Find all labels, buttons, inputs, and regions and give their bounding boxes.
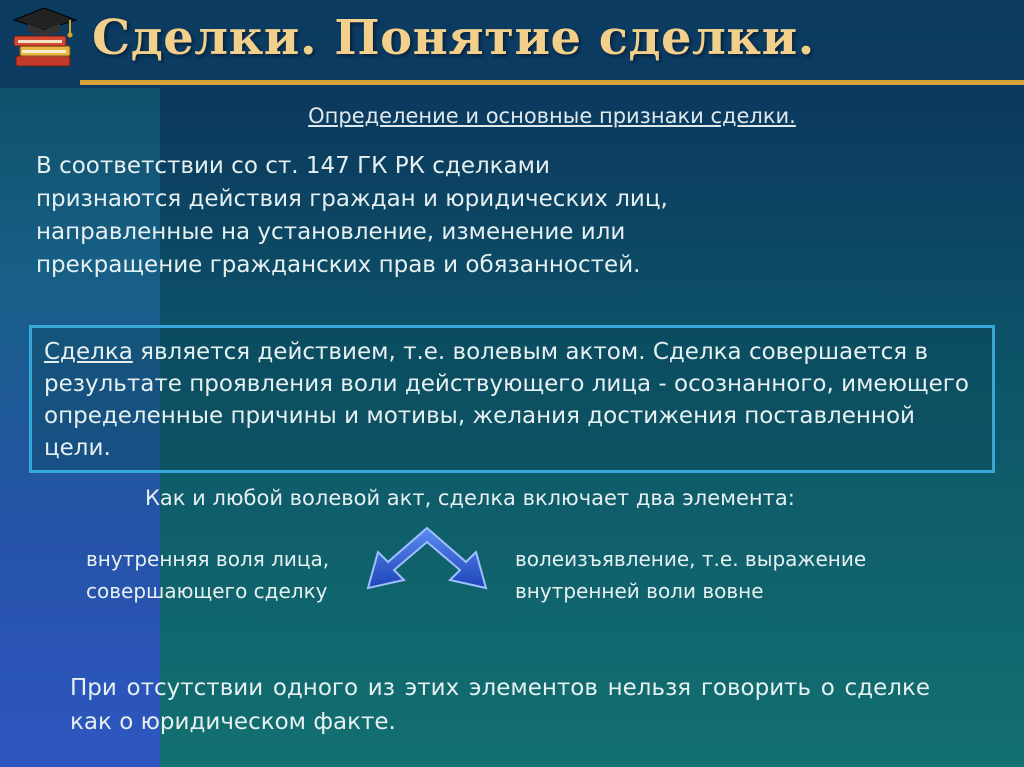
definition-box-text bbox=[44, 336, 984, 464]
element-expression-of-will: волеизъявление, т.е. выражение внутренней воли вовне bbox=[515, 547, 867, 603]
title-underline bbox=[80, 80, 1024, 85]
section-subtitle: Определение и основные признаки сделки. bbox=[308, 104, 796, 128]
element-inner-will: внутренняя воля лица, совершающего сделку bbox=[86, 547, 330, 603]
elements-intro: Как и любой волевой акт, сделка включает два элемента: bbox=[145, 486, 795, 510]
conclusion-text: При отсутствии одного из этих элементов нельзя говорить о сделке как о юридическом факте. bbox=[70, 675, 930, 735]
definition-box-rest: является действием, т.е. волевым актом. Сделка совершается в результате проявления воли действующего лица - осознанного, имеющего определенные причины и мотивы, желания достижения поставленной цели. bbox=[44, 339, 969, 461]
graduation-cap-books-icon bbox=[10, 4, 80, 76]
split-arrow-icon bbox=[362, 522, 492, 594]
page-title: Сделки. Понятие сделки. bbox=[92, 10, 815, 66]
definition-text: В соответствии со ст. 147 ГК РК сделками признаются действия граждан и юридических лиц, направленные на установление, изменение или прекращение гражданских прав и обязанностей. bbox=[36, 153, 668, 278]
definition-box bbox=[29, 325, 995, 473]
term-sdelka: Сделка bbox=[44, 339, 133, 365]
